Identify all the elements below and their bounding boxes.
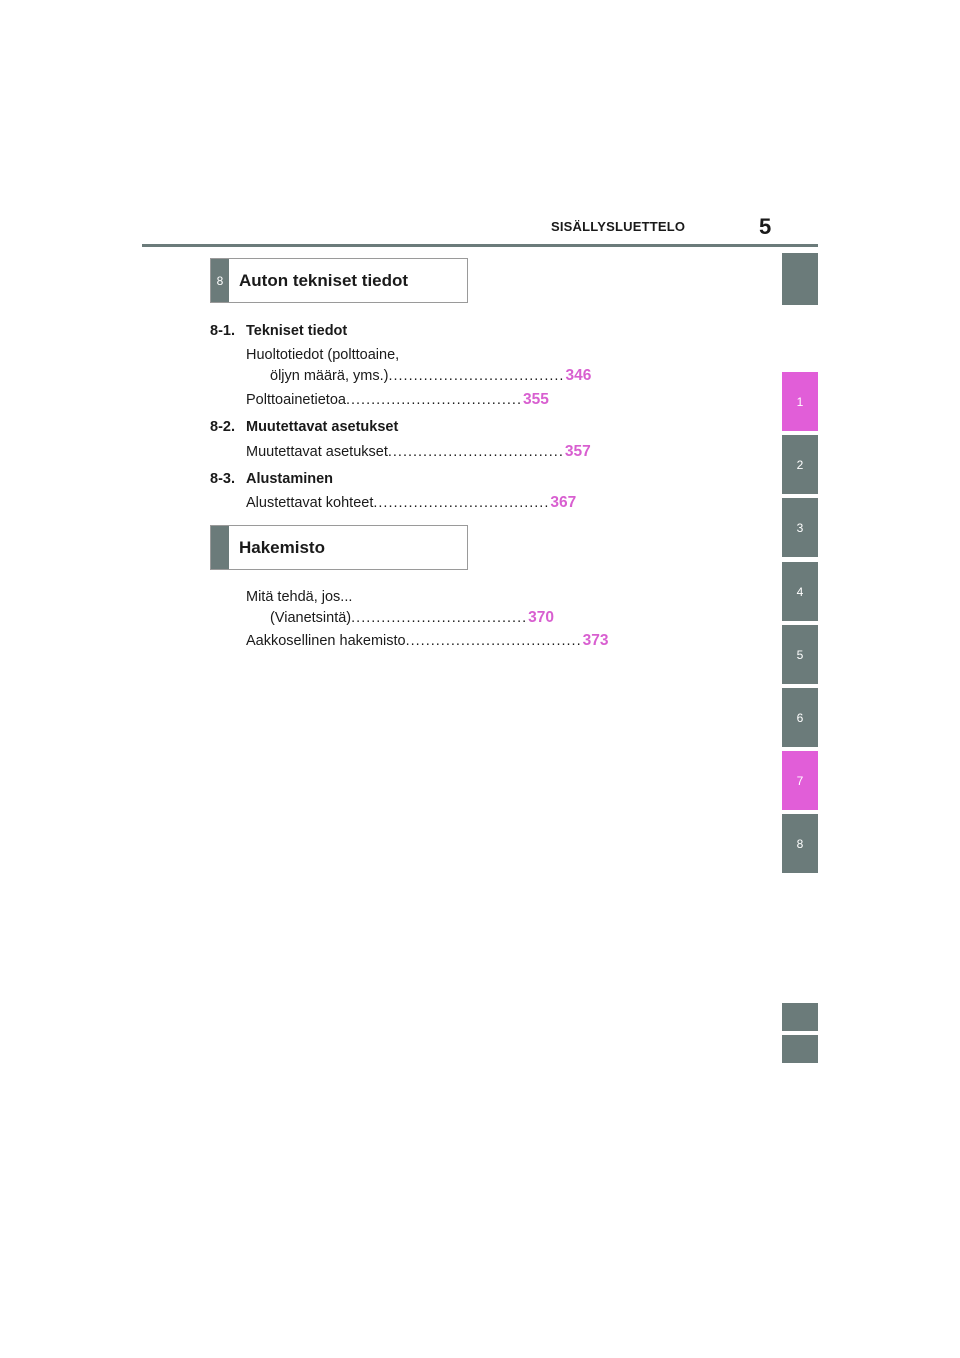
chapter-heading-8-1[interactable] <box>210 322 347 340</box>
side-tab-index-b[interactable] <box>782 1035 818 1063</box>
side-tab-7[interactable]: 7 <box>782 751 818 810</box>
toc-entry-label: Alustettavat kohteet <box>246 495 374 511</box>
chapter-number: 8-1. <box>210 323 235 339</box>
leader-dots: ................................... <box>351 610 528 626</box>
toc-entry-label: Aakkosellinen hakemisto <box>246 633 406 649</box>
running-header-title: SISÄLLYSLUETTELO <box>551 219 686 234</box>
toc-page-link[interactable]: 367 <box>550 494 577 511</box>
leader-dots: ................................... <box>345 392 522 408</box>
toc-page-link[interactable]: 370 <box>528 609 555 626</box>
toc-page-link[interactable]: 357 <box>564 443 591 460</box>
chapter-heading-8-3[interactable] <box>210 470 333 488</box>
toc-entry-label: Muutettavat asetukset <box>246 444 388 460</box>
leader-dots: ................................... <box>388 368 565 384</box>
toc-entry-initializable-items[interactable] <box>246 494 577 512</box>
side-tab-index-a[interactable] <box>782 1003 818 1031</box>
leader-dots: ................................... <box>387 444 564 460</box>
chapter-number: 8-3. <box>210 471 235 487</box>
toc-page-link[interactable]: 373 <box>582 632 609 649</box>
toc-page-link[interactable]: 355 <box>522 391 549 408</box>
chapter-number: 8-2. <box>210 419 235 435</box>
toc-entry-label-cont: (Vianetsintä) <box>270 610 352 626</box>
toc-entry-custom-settings[interactable] <box>246 443 591 461</box>
toc-entry-label-cont: öljyn määrä, yms.) <box>270 368 389 384</box>
toc-entry-troubleshooting[interactable] <box>246 588 555 627</box>
toc-entry-fuel-info[interactable] <box>246 391 549 409</box>
side-tab-contents[interactable] <box>782 253 818 305</box>
header-rule <box>142 244 818 247</box>
chapter-title: Alustaminen <box>246 471 334 487</box>
side-tab-4[interactable]: 4 <box>782 562 818 621</box>
side-tab-5[interactable]: 5 <box>782 625 818 684</box>
toc-entry-label: Mitä tehdä, jos... <box>246 589 353 605</box>
toc-page-link[interactable]: 346 <box>565 367 592 384</box>
side-tab-2[interactable]: 2 <box>782 435 818 494</box>
section-header-index <box>210 525 468 570</box>
section-title: Hakemisto <box>239 537 325 557</box>
side-tab-1[interactable]: 1 <box>782 372 818 431</box>
section-title: Auton tekniset tiedot <box>239 270 409 290</box>
toc-entry-label: Polttoainetietoa <box>246 392 346 408</box>
section-header-technical <box>210 258 468 303</box>
toc-entry-service-data[interactable] <box>246 346 592 385</box>
chapter-heading-8-2[interactable] <box>210 418 398 436</box>
side-tab-6[interactable]: 6 <box>782 688 818 747</box>
section-tab-number: 8 <box>211 259 229 302</box>
leader-dots: ................................... <box>405 633 582 649</box>
side-tab-8[interactable]: 8 <box>782 814 818 873</box>
section-tab <box>211 526 229 569</box>
leader-dots: ................................... <box>373 495 550 511</box>
side-tab-3[interactable]: 3 <box>782 498 818 557</box>
chapter-title: Tekniset tiedot <box>246 323 348 339</box>
page-number: 5 <box>759 214 772 239</box>
chapter-title: Muutettavat asetukset <box>246 419 399 435</box>
toc-entry-alphabetical-index[interactable] <box>246 632 609 650</box>
toc-entry-label: Huoltotiedot (polttoaine, <box>246 347 400 363</box>
